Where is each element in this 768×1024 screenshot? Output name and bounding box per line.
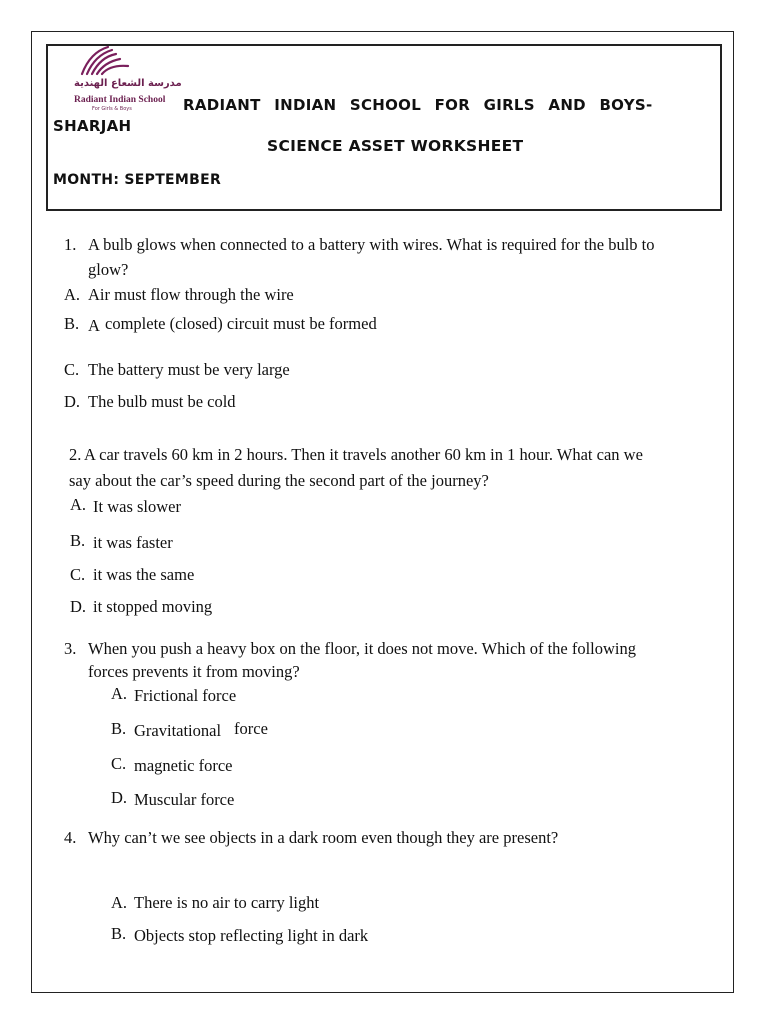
q4-option-b-text: Objects stop reflecting light in dark [134,926,369,945]
logo-english-name: Radiant Indian School [74,95,166,105]
question-1-number: 1. [64,235,77,254]
q3-option-d-letter: D. [111,788,128,807]
question-4-number: 4. [64,828,77,847]
q1-option-d-text: The bulb must be cold [88,392,236,411]
question-2-text-line1: A car travels 60 km in 2 hours. Then it travels another 60 km in 1 hour. What can we [84,445,643,464]
q3-option-b-letter: B. [111,719,127,738]
q3-option-a-letter: A. [111,684,128,703]
q2-option-a-letter: A. [70,495,87,514]
q1-option-c-letter: C. [64,360,80,379]
q2-option-c-letter: C. [70,565,86,584]
q1-option-a-text: Air must flow through the wire [88,285,294,304]
question-3-text-line1: When you push a heavy box on the floor, it does not move. Which of the following [88,639,637,658]
month-label: MONTH: SEPTEMBER [53,172,222,188]
q4-option-b-letter: B. [111,924,127,943]
q3-option-c-text: magnetic force [134,756,233,775]
school-name-line1: RADIANT INDIAN SCHOOL FOR GIRLS AND BOYS- [183,96,653,114]
logo-subtitle: For Girls & Boys [92,106,132,112]
q1-option-b-text: complete (closed) circuit must be formed [105,314,377,333]
q2-option-a-text: It was slower [93,497,181,516]
question-2-text-line2: say about the car’s speed during the second part of the journey? [69,471,489,490]
school-name-line2: SHARJAH [53,117,132,135]
q3-option-d-text: Muscular force [134,790,235,809]
question-3-text-line2: forces prevents it from moving? [88,662,300,681]
q3-option-b-text-a: Gravitational [134,721,222,740]
q1-option-b-text-a: A [88,316,100,335]
worksheet-title: SCIENCE ASSET WORKSHEET [267,137,524,155]
q2-option-b-text: it was faster [93,533,173,552]
q3-option-a-text: Frictional force [134,686,237,705]
q1-option-d-letter: D. [64,392,81,411]
q3-option-c-letter: C. [111,754,127,773]
q3-option-b-text: force [234,719,268,738]
q2-option-c-text: it was the same [93,565,195,584]
q1-option-b-letter: B. [64,314,80,333]
q1-option-c-text: The battery must be very large [88,360,290,379]
q2-option-d-letter: D. [70,597,87,616]
question-3-number: 3. [64,639,77,658]
question-1-text-line2: glow? [88,260,129,279]
q4-option-a-letter: A. [111,893,128,912]
q1-option-a-letter: A. [64,285,81,304]
question-2-number: 2. [69,445,82,464]
q2-option-d-text: it stopped moving [93,597,213,616]
question-1-text-line1: A bulb glows when connected to a battery with wires. What is required for the bulb to [88,235,655,254]
logo-arabic-name: مدرسة الشعاع الهندية [74,78,182,89]
q4-option-a-text: There is no air to carry light [134,893,320,912]
question-4-text-line1: Why can’t we see objects in a dark room even though they are present? [88,828,559,847]
q2-option-b-letter: B. [70,531,86,550]
